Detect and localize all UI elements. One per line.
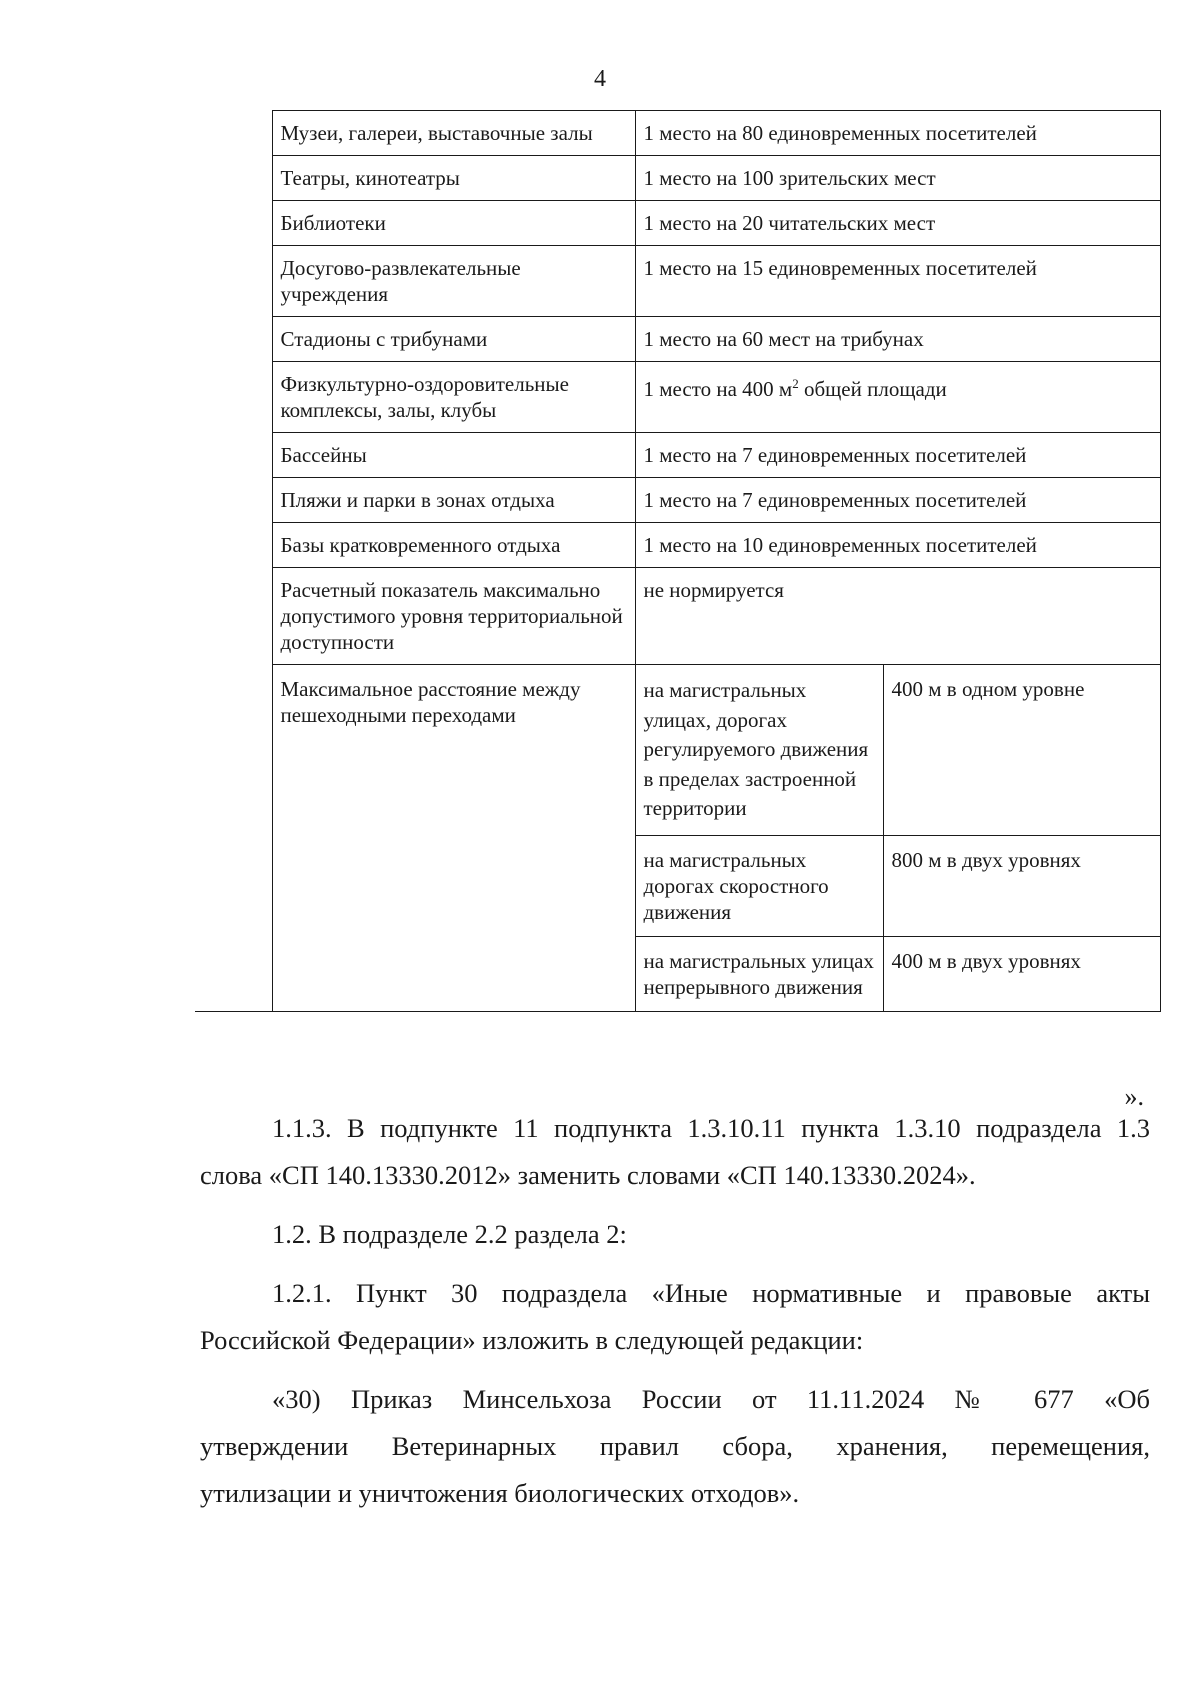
- norms-table: [195, 110, 1161, 1012]
- table-cell-value: 1 место на 7 единовременных посетителей: [635, 433, 1160, 478]
- closing-quote: ».: [1124, 1082, 1144, 1111]
- table-cell-label: Максимальное расстояние между пешеходными переходами: [272, 665, 635, 1012]
- table-cell-value: 1 место на 20 читательских мест: [635, 201, 1160, 246]
- table-cell-value: 1 место на 7 единовременных посетителей: [635, 478, 1160, 523]
- table-left-margin-cell: [195, 111, 272, 1012]
- table-row: [195, 201, 1160, 246]
- table-cell-value: 1 место на 15 единовременных посетителей: [635, 246, 1160, 317]
- crossing-condition: на магистральных улицах непрерывного движения: [635, 936, 883, 1011]
- table-cell-value: [635, 362, 1160, 433]
- table-cell-label: Музеи, галереи, выставочные залы: [272, 111, 635, 156]
- value-superscript: 2: [792, 376, 799, 391]
- paragraph-1-1-3-line-1: 1.1.3. В подпункте 11 подпункта 1.3.10.11 пункта 1.3.10 подраздела 1.3: [272, 1113, 1150, 1143]
- table-cell-label: Пляжи и парки в зонах отдыха: [272, 478, 635, 523]
- table-row: [195, 433, 1160, 478]
- table-row: [195, 317, 1160, 362]
- paragraph-1-2: 1.2. В подразделе 2.2 раздела 2:: [272, 1219, 627, 1249]
- table-row: [195, 156, 1160, 201]
- table-row: [195, 568, 1160, 665]
- paragraph-30-line-3: утилизации и уничтожения биологических отходов».: [200, 1478, 800, 1508]
- crossing-condition: на магистральных улицах, дорогах регулируемого движения в пределах застроенной территории: [635, 665, 883, 836]
- table-cell-label: Физкультурно-оздоровительные комплексы, залы, клубы: [272, 362, 635, 433]
- table-cell-value: 1 место на 80 единовременных посетителей: [635, 111, 1160, 156]
- table-cell-value: 1 место на 100 зрительских мест: [635, 156, 1160, 201]
- crossing-distance: 400 м в одном уровне: [883, 665, 1160, 836]
- table-row: [195, 111, 1160, 156]
- paragraph-1-1-3-line-2: слова «СП 140.13330.2012» заменить словами «СП 140.13330.2024».: [200, 1160, 976, 1190]
- paragraph-1-2-1-line-1: 1.2.1. Пункт 30 подраздела «Иные нормативные и правовые акты: [272, 1278, 1150, 1308]
- page-number: 4: [594, 66, 606, 92]
- table-row: [195, 246, 1160, 317]
- table-row: [195, 362, 1160, 433]
- paragraph-1-2-1-line-2: Российской Федерации» изложить в следующей редакции:: [200, 1325, 864, 1355]
- amendment-text: [200, 1105, 1150, 1517]
- table-row: [195, 523, 1160, 568]
- crossing-distance: 400 м в двух уровнях: [883, 936, 1160, 1011]
- table-row: [195, 478, 1160, 523]
- table-cell-label: Досугово-развлекательные учреждения: [272, 246, 635, 317]
- table-cell-label: Базы кратковременного отдыха: [272, 523, 635, 568]
- table-cell-label: Театры, кинотеатры: [272, 156, 635, 201]
- table-cell-label: Библиотеки: [272, 201, 635, 246]
- table-row: [195, 665, 1160, 836]
- table-cell-value: 1 место на 60 мест на трибунах: [635, 317, 1160, 362]
- crossing-distance: 800 м в двух уровнях: [883, 835, 1160, 936]
- paragraph-30-line-2: утверждении Ветеринарных правил сбора, хранения, перемещения,: [200, 1431, 1150, 1461]
- value-suffix: общей площади: [798, 377, 947, 401]
- table-cell-value: 1 место на 10 единовременных посетителей: [635, 523, 1160, 568]
- table-cell-label: Стадионы с трибунами: [272, 317, 635, 362]
- paragraph-30-line-1: «30) Приказ Минсельхоза России от 11.11.2024 № 677 «Об: [272, 1384, 1150, 1414]
- value-prefix: 1 место на 400 м: [643, 377, 793, 401]
- table-cell-label: Бассейны: [272, 433, 635, 478]
- table-cell-value: не нормируется: [635, 568, 1160, 665]
- table-cell-label: Расчетный показатель максимально допустимого уровня территориальной доступности: [272, 568, 635, 665]
- crossing-condition: на магистральных дорогах скоростного движения: [635, 835, 883, 936]
